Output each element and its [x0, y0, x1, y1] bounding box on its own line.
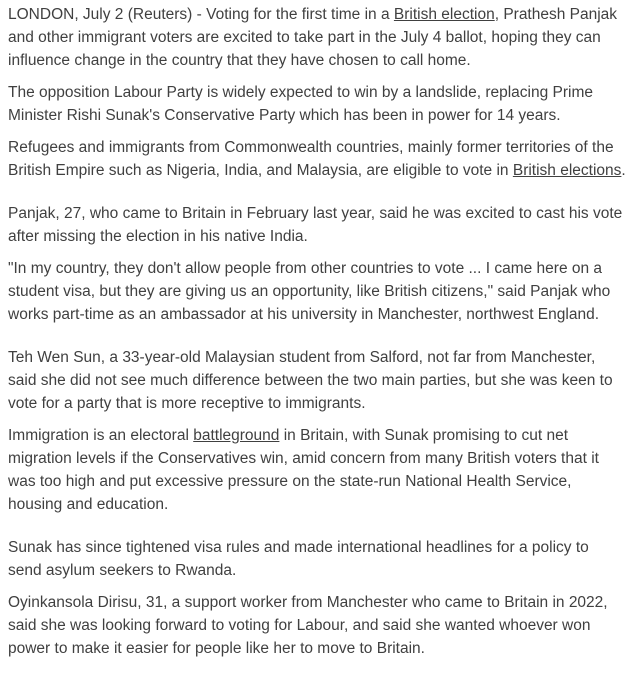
- paragraph-dirisu: Oyinkansola Dirisu, 31, a support worker from Manchester who came to Britain in 2022, said she was looking forward to voting for Labour, and said she wanted whoever won power to make it easier for people like her to move to Britain.: [8, 594, 608, 657]
- paragraph-text: , Prathesh Panjak and other immigrant voters are excited to take part in the July 4 ballot, hoping they can influence change in the country that they have chosen to call home.: [8, 6, 618, 69]
- paragraph-panjak-quote: "In my country, they don't allow people from other countries to vote ... I came here on a student visa, but they are giving us an opportunity, like British citizens," said Panjak who works part-time as an ambassador at his university in Manchester, northwest England.: [8, 260, 611, 323]
- paragraph-text: Refugees and immigrants from Commonwealth countries, mainly former territories of the British Empire such as Nigeria, India, and Malaysia, are eligible to vote in: [8, 139, 614, 179]
- paragraph-text: Immigration is an electoral: [8, 427, 194, 444]
- paragraph-eligibility: [8, 136, 626, 182]
- paragraph-immigration: [8, 424, 626, 516]
- paragraph-text: in Britain, with Sunak promising to cut net migration levels if the Conservatives win, amid concern from many British voters that it was too high and put excessive pressure on the state-run National Health Service, housing and education.: [8, 427, 599, 513]
- british-election-link[interactable]: British election: [393, 6, 495, 23]
- paragraph-text: .: [621, 162, 626, 179]
- paragraph-teh-wen-sun: Teh Wen Sun, a 33-year-old Malaysian student from Salford, not far from Manchester, said she did not see much difference between the two main parties, but she was keen to vote for a party that is more receptive to immigrants.: [8, 349, 613, 412]
- battleground-link[interactable]: battleground: [193, 427, 280, 444]
- paragraph-panjak: Panjak, 27, who came to Britain in February last year, said he was excited to cast his vote after missing the election in his native India.: [8, 205, 623, 245]
- paragraph-visa-rules: Sunak has since tightened visa rules and made international headlines for a policy to send asylum seekers to Rwanda.: [8, 539, 589, 579]
- paragraph-text: LONDON, July 2 (Reuters) - Voting for the first time in a: [8, 6, 394, 23]
- paragraph-labour: The opposition Labour Party is widely expected to win by a landslide, replacing Prime Minister Rishi Sunak's Conservative Party which has been in power for 14 years.: [8, 84, 594, 124]
- british-elections-link[interactable]: British elections: [512, 162, 622, 179]
- paragraph-lede: [8, 3, 626, 72]
